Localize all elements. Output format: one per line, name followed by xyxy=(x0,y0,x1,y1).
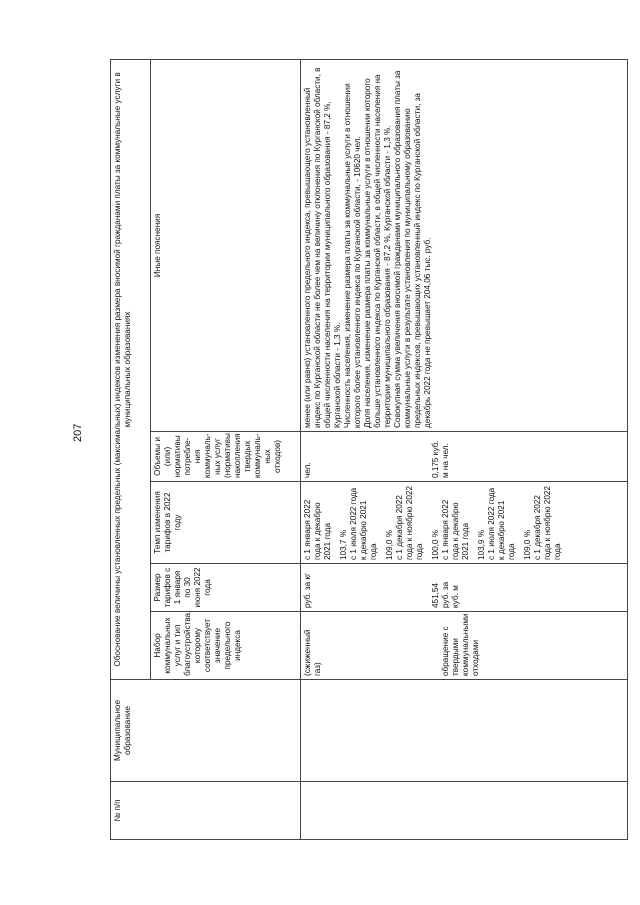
header-justification: Обоснование величины установленных предельных (максимальных) индексов изменения размера вносимой гражданами платы за коммунальные услуги в муниципальных образованиях xyxy=(111,59,151,679)
header-service-set: Набор коммунальных услуг и тип благоустройства, которому соответствует значение предельного индекса xyxy=(151,612,301,680)
cell-municipality xyxy=(301,680,628,782)
cell-num xyxy=(301,782,628,840)
row2-rate-3: 103,9 % xyxy=(477,529,486,560)
row1-rate-5: с 1 декабря 2022 года к ноябрю 2022 года xyxy=(395,485,424,560)
row1-rate-1: с 1 января 2022 года к декабрю 2021 года xyxy=(303,499,332,560)
header-municipality: Муниципальное образование xyxy=(111,680,301,782)
row2-service: обращение с твердыми коммунальными отходами xyxy=(441,613,480,676)
cell-notes xyxy=(301,59,628,431)
header-tariff-rate: Темп изменения тарифов в 2022 году xyxy=(151,482,301,564)
row2-rate-4: с 1 июля 2022 года к декабрю 2021 года xyxy=(487,487,516,560)
header-num: № п/п xyxy=(111,782,301,840)
cell-tariff-rate xyxy=(301,482,628,564)
row1-tariff: руб. за кг xyxy=(303,572,312,608)
row2-rate-1: 100,0 % xyxy=(431,529,440,560)
header-volumes: Объемы и (или) нормативы потребле-ния коммуналь-ных услуг (нормативы накопления твердых коммуналь-ных отходов) xyxy=(151,432,301,482)
cell-service-set xyxy=(301,612,628,680)
row2-tariff: 451,54 руб. за куб. м xyxy=(431,581,460,608)
row1-volume: чел. xyxy=(303,462,312,478)
row1-rate-2: 103,7 % xyxy=(339,529,348,560)
row2-volume: 0,175 куб. м на чел. xyxy=(431,440,450,478)
row2-rate-5: 109,0 % xyxy=(523,529,532,560)
row1-rate-4: 109,0 % xyxy=(385,529,394,560)
header-tariff-size: Размер тарифов с 1 января по 30 июня 2022 года xyxy=(151,564,301,612)
cell-volumes xyxy=(301,432,628,482)
row2-rate-6: с 1 декабря 2022 года к ноябрю 2022 года xyxy=(533,485,562,560)
rotated-table-container xyxy=(110,60,628,840)
notes-text: менее (или равно) установленного предельного индекса, превышающего установленный индекс по Курганской области не более чем на величину отклонения по Курганской области, в общей численности населения на территории муниципального образования - 87,2 %, Курганской области - 1,3 %. Численность населения, изменение размера платы за коммунальные услуги в отношении которого более установленного индекса по Курганской области, - 10620 чел. Доля населения, изменение размера платы за коммунальные услуги в отношении которого больше установленного индекса по Курганской области, в общей численности населения на территории муниципального образования - 87,2 %, Курганской области - 1,3 %. Совокупная сумма увеличения вносимой гражданами муниципального образования платы за коммунальные услуги в результате установления по муниципальному образованию предельных индексов, превышающих установленный индекс по Курганской области, за декабрь 2022 года не превышает 204,06 тыс. руб. xyxy=(303,67,432,428)
page-number: 207 xyxy=(72,423,84,442)
row1-rate-3: с 1 июля 2022 года к декабрю 2021 года xyxy=(349,487,378,560)
tariff-index-table xyxy=(110,59,628,840)
row1-service: (сжиженный газ) xyxy=(303,629,322,676)
header-notes: Иные пояснения xyxy=(151,59,301,431)
row2-rate-2: с 1 января 2022 года к декабрю 2021 года xyxy=(441,499,470,560)
cell-tariff-size xyxy=(301,564,628,612)
